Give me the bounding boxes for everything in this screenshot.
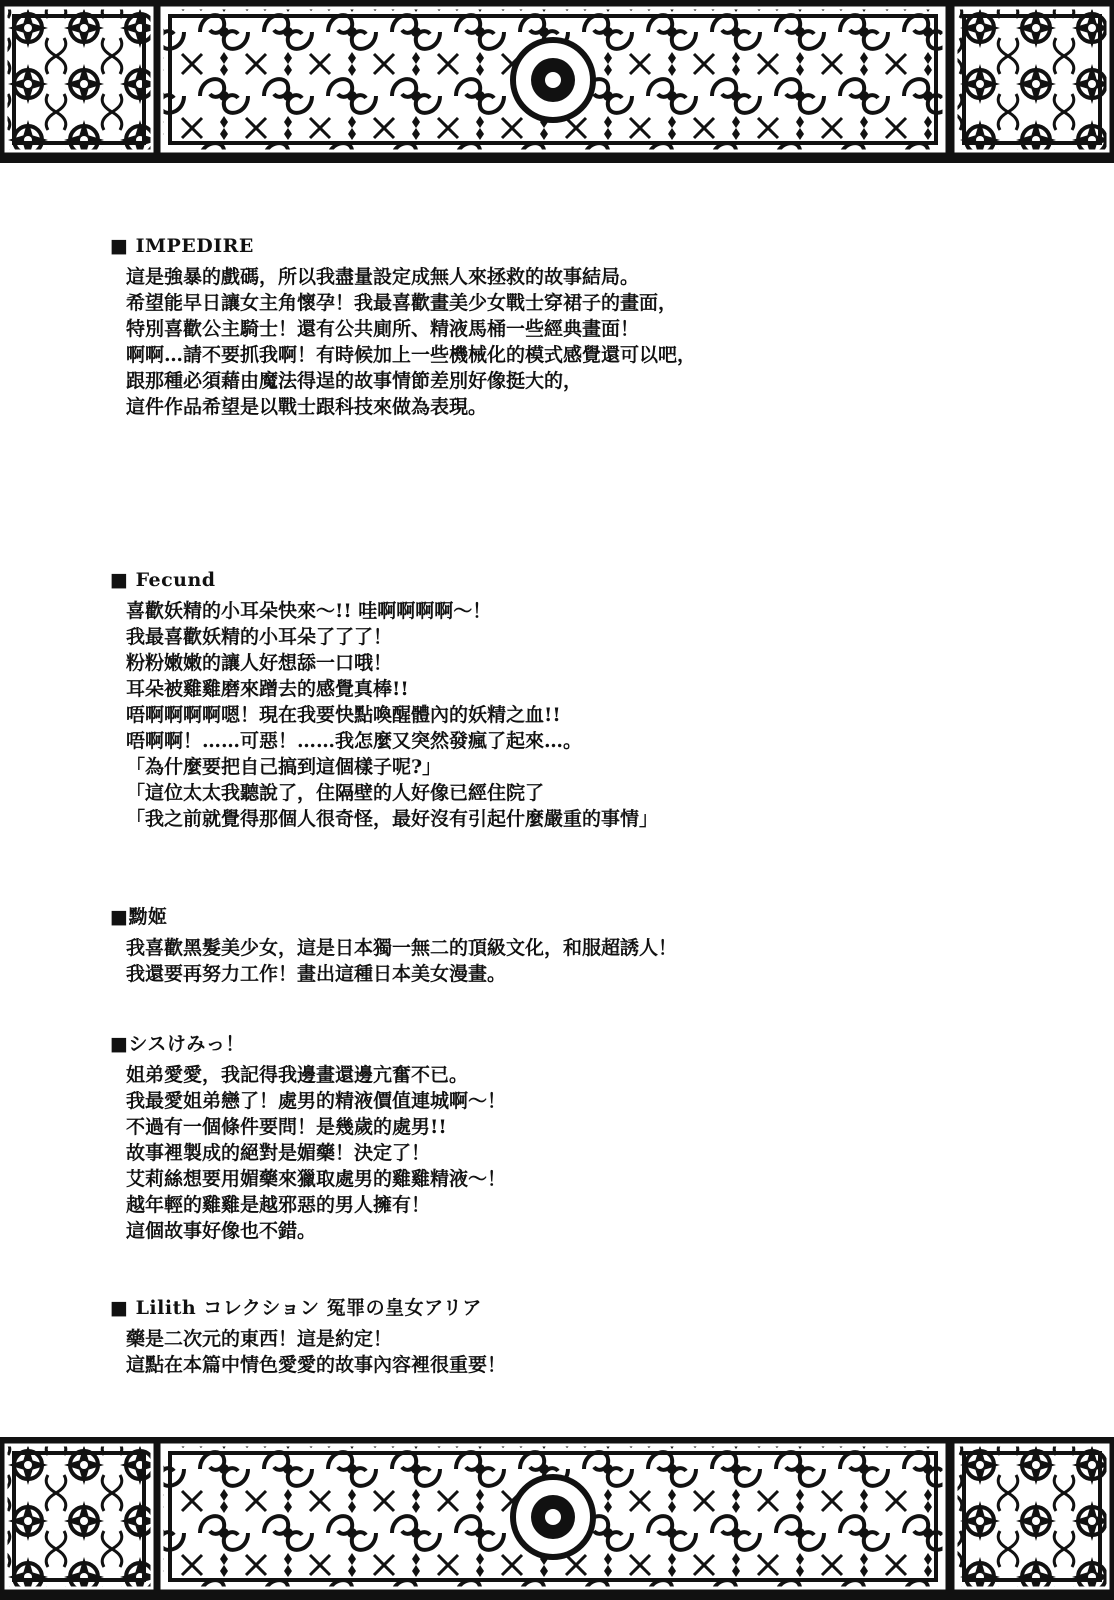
ornament-svg-bottom: [0, 1437, 1114, 1600]
section-heading: ■ IMPEDIRE: [110, 235, 254, 257]
text-line: 我還要再努力工作！畫出這種日本美女漫畫。: [126, 963, 507, 985]
section-siskemi: [110, 1032, 1010, 1244]
section-heading: ■ Lilith コレクション 冤罪の皇女アリア: [110, 1297, 482, 1319]
text-line: 跟那種必須藉由魔法得逞的故事情節差別好像挺大的，: [126, 370, 583, 392]
section-impedire: [110, 234, 1010, 420]
text-line: 藥是二次元的東西！這是約定！: [126, 1328, 393, 1350]
text-line: 姐弟愛愛，我記得我邊畫還邊亢奮不已。: [126, 1064, 469, 1086]
text-line: 不過有一個條件要問！是幾歲的處男!!: [126, 1116, 447, 1138]
text-line: 粉粉嫩嫩的讓人好想舔一口哦！: [126, 652, 393, 674]
text-line: 故事裡製成的絕對是媚藥！決定了！: [126, 1142, 431, 1164]
section-lilith: [110, 1296, 1010, 1378]
text-line: 「為什麼要把自己搞到這個樣子呢?」: [126, 756, 442, 778]
text-line: 這是強暴的戲碼，所以我盡量設定成無人來拯救的故事結局。: [126, 266, 640, 288]
text-line: 耳朵被雞雞磨來蹭去的感覺真棒!!: [126, 678, 409, 700]
text-line: 我喜歡黑髮美少女，這是日本獨一無二的頂級文化，和服超誘人！: [126, 937, 678, 959]
section-heading: ■ Fecund: [110, 569, 216, 591]
text-line: 我最喜歡妖精的小耳朵了了了！: [126, 626, 393, 648]
section-heading: ■シスけみっ！: [110, 1033, 245, 1055]
text-line: 唔啊啊！……可惡！……我怎麼又突然發瘋了起來…。: [126, 730, 583, 752]
text-line: 越年輕的雞雞是越邪惡的男人擁有！: [126, 1194, 431, 1216]
text-line: 這點在本篇中情色愛愛的故事內容裡很重要！: [126, 1354, 507, 1376]
section-lines: [110, 1326, 1010, 1378]
section-lines: [110, 1062, 1010, 1244]
ornamental-border-bottom: [0, 1437, 1114, 1600]
text-line: 啊啊…請不要抓我啊！有時候加上一些機械化的模式感覺還可以吧，: [126, 344, 697, 366]
section-fecund: [110, 568, 1010, 832]
text-line: 「這位太太我聽說了，住隔壁的人好像已經住院了: [126, 782, 545, 804]
text-line: 喜歡妖精的小耳朵快來～!! 哇啊啊啊啊～！: [126, 600, 492, 622]
section-heading: ■黝姬: [110, 906, 168, 928]
text-line: 艾莉絲想要用媚藥來獵取處男的雞雞精液～！: [126, 1168, 507, 1190]
text-line: 唔啊啊啊啊嗯！現在我要快點喚醒體內的妖精之血!!: [126, 704, 561, 726]
text-line: 「我之前就覺得那個人很奇怪，最好沒有引起什麼嚴重的事情」: [126, 808, 659, 830]
section-lines: [110, 264, 1010, 420]
text-line: 特別喜歡公主騎士！還有公共廁所、精液馬桶一些經典畫面！: [126, 318, 640, 340]
text-line: 這個故事好像也不錯。: [126, 1220, 317, 1242]
text-line: 這件作品希望是以戰士跟科技來做為表現。: [126, 396, 488, 418]
text-line: 希望能早日讓女主角懷孕！我最喜歡畫美少女戰士穿裙子的畫面，: [126, 292, 678, 314]
text-line: 我最愛姐弟戀了！處男的精液價值連城啊～！: [126, 1090, 507, 1112]
section-lines: [110, 935, 1010, 987]
section-lines: [110, 598, 1010, 832]
section-youki: [110, 905, 1010, 987]
